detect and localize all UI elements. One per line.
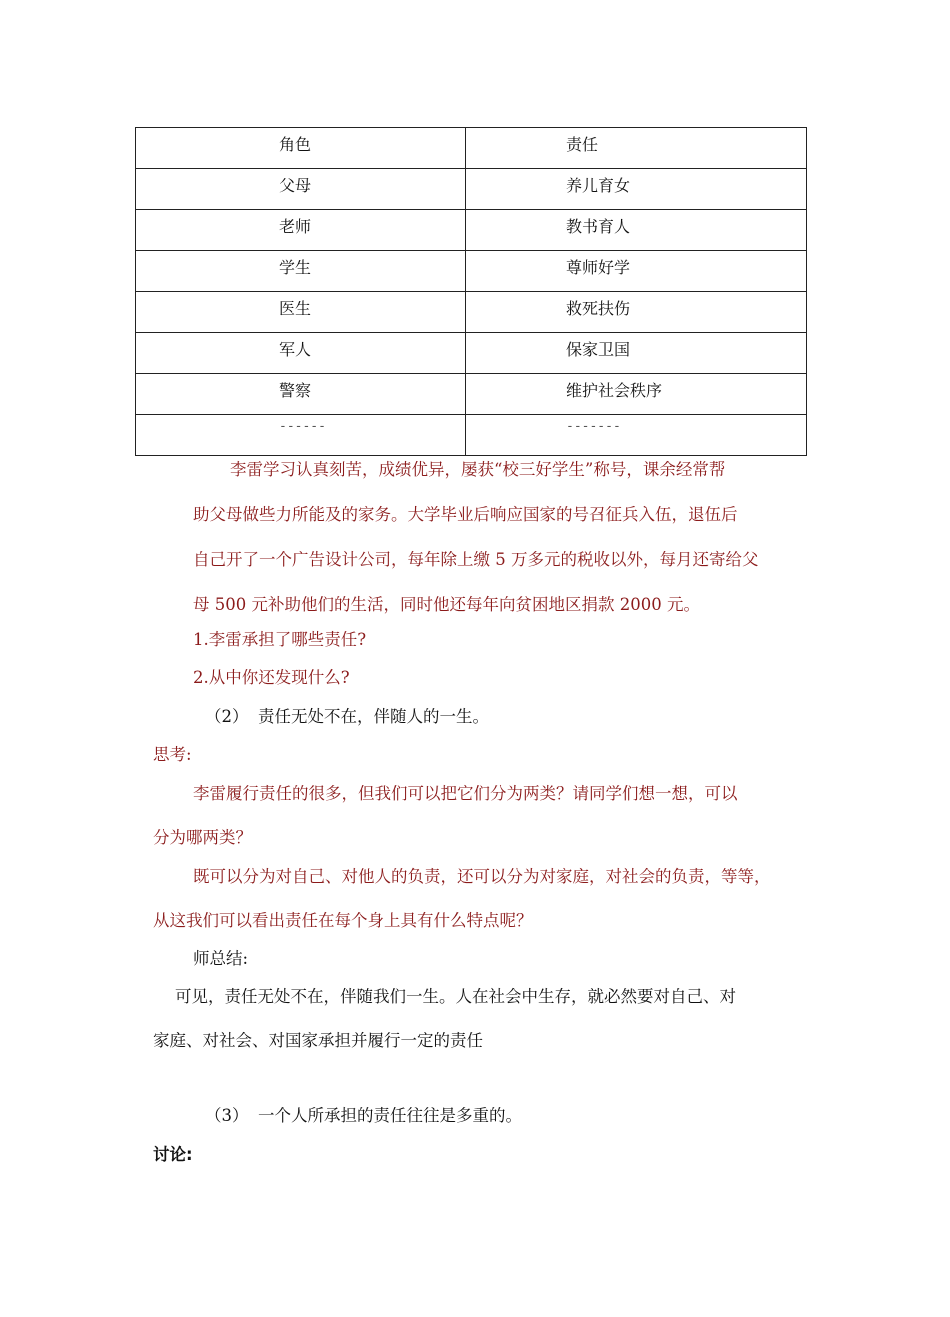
header-role: 角色 — [279, 135, 312, 154]
think-line: 分为哪两类？ — [153, 828, 252, 847]
table-row — [136, 210, 807, 251]
story-line: 母 500 元补助他们的生活，同时他还每年向贫困地区捐款 2000 元。 — [193, 595, 700, 614]
duty-cell: 养儿育女 — [566, 176, 631, 195]
discuss-label: 讨论: — [153, 1145, 193, 1164]
think-line: 李雷履行责任的很多，但我们可以把它们分为两类？请同学们想一想，可以 — [193, 784, 738, 803]
table-row — [136, 169, 807, 210]
table-row — [136, 251, 807, 292]
duty-cell: 救死扶伤 — [566, 299, 631, 318]
table-row — [136, 292, 807, 333]
question-1: 1.李雷承担了哪些责任? — [193, 630, 367, 649]
header-duty: 责任 — [566, 135, 599, 154]
role-cell: 学生 — [279, 258, 312, 277]
point-2-number: （2） — [205, 707, 249, 726]
think-line: 既可以分为对自己、对他人的负责，还可以分为对家庭，对社会的负责，等等， — [193, 867, 771, 886]
role-cell: 医生 — [279, 299, 312, 318]
question-2: 2.从中你还发现什么? — [193, 668, 350, 687]
table-row — [136, 374, 807, 415]
duty-cell: 保家卫国 — [566, 340, 631, 359]
point-3-number: （3） — [205, 1106, 249, 1125]
point-2-text: 责任无处不在，伴随人的一生。 — [258, 707, 489, 726]
role-cell: 父母 — [279, 176, 312, 195]
table-row — [136, 333, 807, 374]
table-header-row — [136, 128, 807, 169]
think-label: 思考: — [153, 745, 192, 764]
duty-cell: 教书育人 — [566, 217, 631, 236]
summary-line: 家庭、对社会、对国家承担并履行一定的责任 — [153, 1031, 483, 1050]
story-line: 李雷学习认真刻苦，成绩优异，屡获“校三好学生”称号，课余经常帮 — [230, 460, 726, 479]
table-row — [136, 415, 807, 456]
story-line: 助父母做些力所能及的家务。大学毕业后响应国家的号召征兵入伍，退伍后 — [193, 505, 738, 524]
roles-table — [135, 127, 807, 456]
role-cell: 警察 — [279, 381, 312, 400]
role-cell: 老师 — [279, 217, 312, 236]
think-line: 从这我们可以看出责任在每个身上具有什么特点呢？ — [153, 911, 533, 930]
duty-cell: 尊师好学 — [566, 258, 631, 277]
summary-line: 可见，责任无处不在，伴随我们一生。人在社会中生存，就必然要对自己、对 — [175, 987, 736, 1006]
point-3-text: 一个人所承担的责任往往是多重的。 — [258, 1106, 522, 1125]
duty-cell: 维护社会秩序 — [566, 381, 663, 400]
role-cell: 军人 — [279, 340, 312, 359]
duty-cell: ------- — [566, 419, 621, 434]
story-line: 自己开了一个广告设计公司，每年除上缴 5 万多元的税收以外，每月还寄给父 — [193, 550, 759, 569]
role-cell: ------ — [279, 419, 326, 434]
summary-label: 师总结: — [193, 949, 249, 968]
